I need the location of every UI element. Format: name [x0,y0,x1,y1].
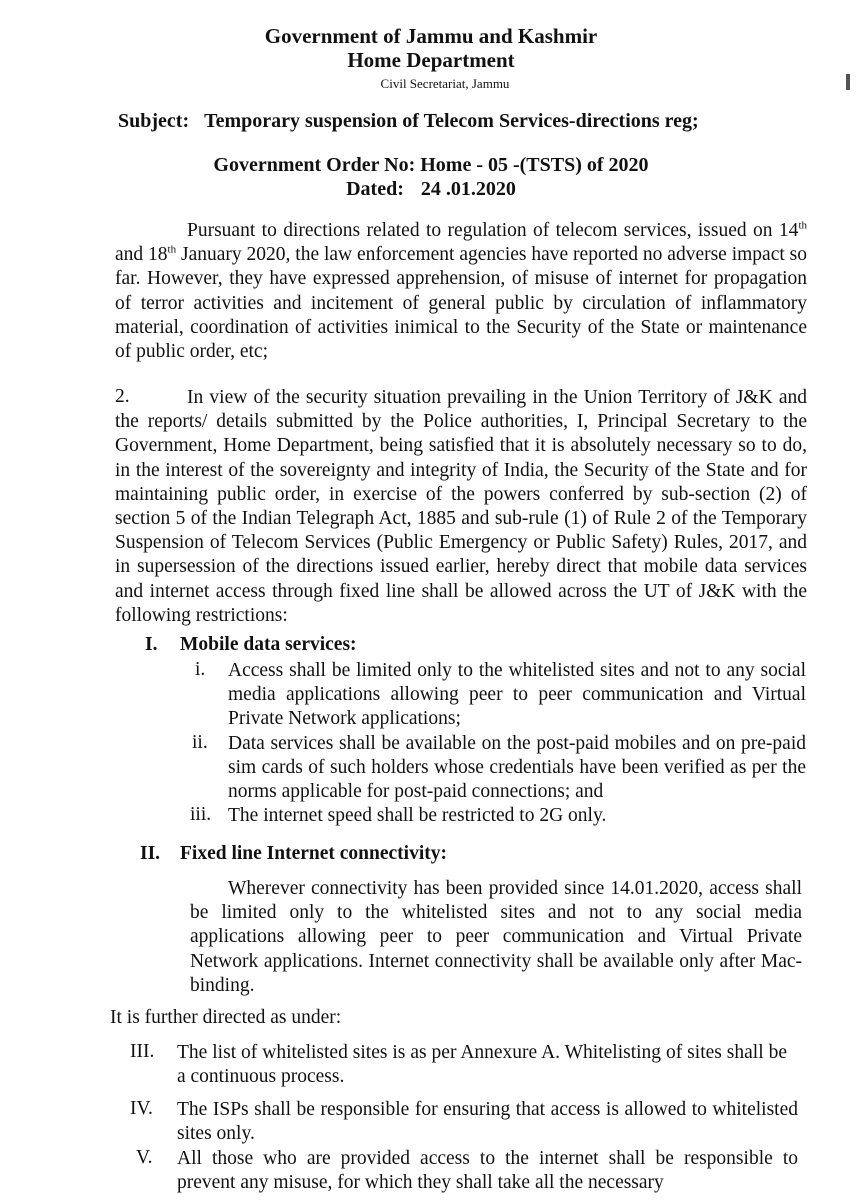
para1-sup-1: th [798,219,807,232]
section-1-item-text: Access shall be limited only to the whitelisted sites and not to any social media applications allowing peer to peer communication and Virtual Private Network applications; [228,660,806,730]
paragraph-2: In view of the security situation prevailing in the Union Territory of J&K and the reports/ details submitted by the Police authorities, I, Principal Secretary to the Government, Home Department, being satisfied that it is absolutely necessary so to do, in the interest of the sovereignty and integrity of India, the Security of the State and for maintaining public order, in exercise of the powers conferred by sub-section (2) of section 5 of the Indian Telegraph Act, 1885 and sub-rule (1) of Rule 2 of the Temporary Suspension of Telecom Services (Public Emergency or Public Safety) Rules, 2017, and in supersession of the directions issued earlier, hereby direct that mobile data services and internet access through fixed line shall be allowed across the UT of J&K with the following restrictions: [115,387,807,626]
section-1-title: Mobile data services: [180,634,357,655]
direction-text: All those who are provided access to the internet shall be responsible to prevent any misuse, for which they shall take all the necessary [177,1148,798,1194]
section-1-item-text: The internet speed shall be restricted to 2G only. [228,805,607,826]
section-1-item-num: i. [195,659,206,680]
section-1-item-num: iii. [190,804,212,825]
section-1-numeral: I. [145,634,158,655]
subject-text: Temporary suspension of Telecom Services-directions reg; [204,110,699,132]
paragraph-1 [115,219,807,364]
subject-line [118,110,699,133]
para1-sup-2: th [167,243,177,256]
section-2-title: Fixed line Internet connectivity: [180,843,447,864]
order-date-label: Dated: [346,178,404,200]
subject-label: Subject: [118,110,190,132]
direction-num: V. [136,1147,153,1168]
para1-text-mid: and 18 [115,244,168,266]
order-date [0,178,862,201]
para2-number: 2. [115,386,130,407]
order-number: Government Order No: Home - 05 -(TSTS) of 2020 [213,154,649,176]
section-1-item-text: Data services shall be available on the post-paid mobiles and on pre-paid sim cards of such holders whose credentials have been verified as per the norms applicable for post-paid connections; and [228,733,806,803]
office-line: Civil Secretariat, Jammu [380,76,510,91]
direction-text: The ISPs shall be responsible for ensuring that access is allowed to whitelisted sites only. [177,1099,798,1145]
order-date-value: 24 .01.2020 [420,178,516,200]
para1-text-end: January 2020, the law enforcement agencies have reported no adverse impact so far. However, they have expressed apprehension, of misuse of internet for propagation of terror activities and incitement of general public by circulation of inflammatory material, coordination of activities inimical to the Security of the State or maintenance of public order, etc; [115,244,807,363]
section-1-item-num: ii. [192,732,208,753]
section-2-numeral: II. [140,843,161,864]
department-title: Home Department [347,48,515,72]
direction-num: III. [130,1041,155,1062]
para1-text-start: Pursuant to directions related to regulation of telecom services, issued on 14 [187,220,799,241]
scan-mark-decoration [846,74,850,90]
section-2-text: Wherever connectivity has been provided since 14.01.2020, access shall be limited only to the whitelisted sites and not to any social media applications allowing peer to peer communication and Virtual Private Network applications. Internet connectivity shall be available only after Mac-binding. [190,878,802,996]
direction-num: IV. [130,1098,153,1119]
further-directions-heading: It is further directed as under: [110,1007,342,1028]
government-title: Government of Jammu and Kashmir [264,24,598,48]
direction-text: The list of whitelisted sites is as per Annexure A. Whitelisting of sites shall be a continuous process. [177,1042,787,1088]
